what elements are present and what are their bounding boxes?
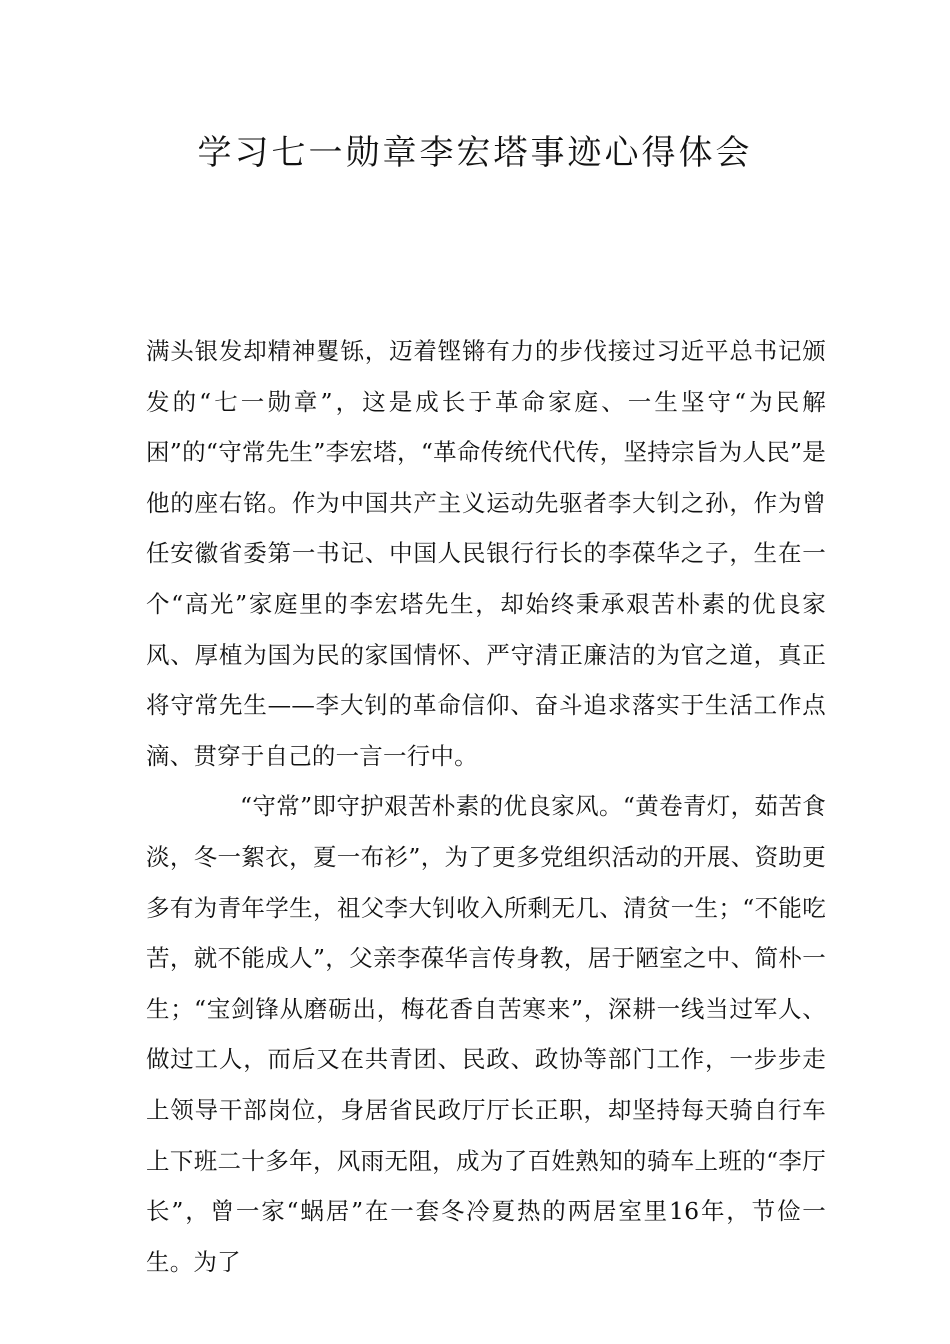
document-body xyxy=(146,326,826,1287)
paragraph-1: 满头银发却精神矍铄，迈着铿锵有力的步伐接过习近平总书记颁发的“七一勋章”，这是成长于革命家庭、一生坚守“为民解困”的“守常先生”李宏塔，“革命传统代代传，坚持宗旨为人民”是他的座右铭。作为中国共产主义运动先驱者李大钊之孙，作为曾任安徽省委第一书记、中国人民银行行长的李葆华之子，生在一个“高光”家庭里的李宏塔先生，却始终秉承艰苦朴素的优良家风、厚植为国为民的家国情怀、严守清正廉洁的为官之道，真正将守常先生——李大钊的革命信仰、奋斗追求落实于生活工作点滴、贯穿于自己的一言一行中。 xyxy=(146,337,826,770)
document-title: 学习七一勋章李宏塔事迹心得体会 xyxy=(197,133,753,173)
paragraph-2: “守常”即守护艰苦朴素的优良家风。“黄卷青灯，茹苦食淡，冬一絮衣，夏一布衫”，为了更多党组织活动的开展、资助更多有为青年学生，祖父李大钊收入所剩无几、清贫一生；“不能吃苦，就不能成人”，父亲李葆华言传身教，居于陋室之中、简朴一生；“宝剑锋从磨砺出，梅花香自苦寒来”，深耕一线当过军人、做过工人，而后又在共青团、民政、政协等部门工作，一步步走上领导干部岗位，身居省民政厅厅长正职，却坚持每天骑自行车上下班二十多年，风雨无阻，成为了百姓熟知的骑车上班的“李厅长”，曾一家“蜗居”在一套冬冷夏热的两居室里16年，节俭一生。为了 xyxy=(146,792,826,1276)
